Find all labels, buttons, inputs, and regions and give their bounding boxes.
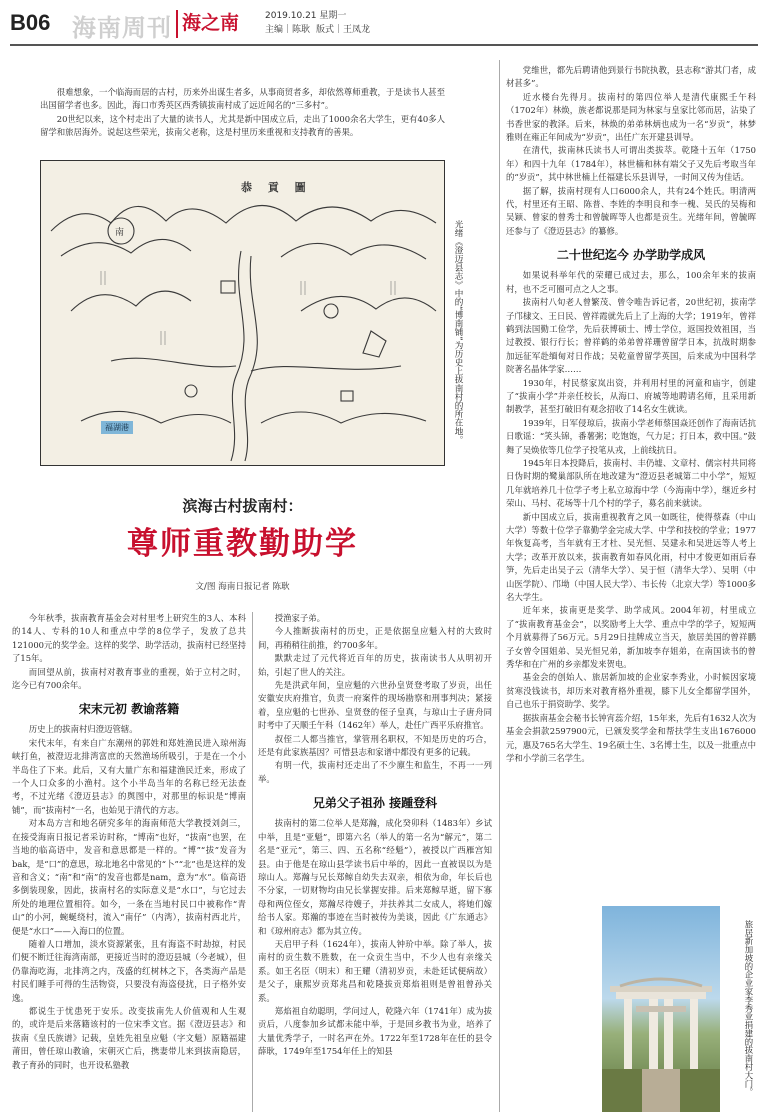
body-paragraph: 据拔南基金会秘书长钟宵蕊介绍，15年来，先后有1632人次为基金会捐款2597900元，已颁发奖学金和帮扶学生支出1676000元，惠及765名大学生、19名硕士生、3名博士生，以及一批重点中学和小学前三名学生。: [506, 712, 756, 763]
body-paragraph: 授渔家子弟。: [274, 613, 326, 623]
body-paragraph: 党维世，都先后聘请他到景行书院执教，县志称“游其门者，成材甚多”。: [506, 65, 756, 89]
subheading: 宋末元初 教谕落籍: [78, 702, 180, 717]
body-paragraph: 拔南村的第二位举人是郑瀚，成化癸卯科（1483年）乡试中举，且是“亚魁”，即第六名（举人的第一名为“解元”，第二名是“亚元”，第三、四、五名称“经魁”），被授以广西雁宫知县。由于他是在琼山县学读书后中举的，因此一直被误以为是琼山人。郑瀚与兄长郑鲸自幼失去双亲，相依为命，年长后也不分家，一切财物均由兄长掌握安排。后来郑鲸早逝，留下寡母和两位侄女，郑瀚尽待嫂子，并扶养其二女成人，将她们嫁给书人家。郑瀚的事迹在当时被传为美谈，因此《广东通志》和《琼州府志》都为其立传。: [258, 818, 492, 936]
article-title: 尊师重教勤助学: [127, 526, 358, 562]
body-paragraph: 1945年日本投降后，拔南村、丰仍墟、文章村、儒宗村共同将日伪时期的鹭巢部队所在地改建为“澄迈县老城第二中小学”，短短几年就培养几十位学子考上私立琼海中学（今海南中学），继近乡村荣山、马村、花场等十几个村的学子，募名前来就读。: [506, 457, 756, 509]
article-column-2: [258, 612, 492, 1112]
body-paragraph: 基金会的创始人、旅居新加坡的企业家李秀业，小时候因家境贫寒没钱读书，却历来对教育格外重视，膝下儿女全都留学国外，自己也乐于捐资助学、奖学。: [506, 672, 756, 710]
article-byline: 文/图 海南日报记者 陈耿: [195, 582, 290, 592]
editor-credit: 主编｜陈耿: [265, 25, 311, 35]
body-paragraph: 近年来，拔南更是奖学、助学成风。2004年初，村里成立了“拔南教育基金会”，以奖励考上大学、重点中学的学子，短短两个月就募得了56万元。5月29日挂牌成立当天，旅居美国的曾祥鹏子女曾令国姐弟、吴光恒兄弟，新加坡李存姐弟，在南国读书的曾秀华和在广州的乡亲都发来贺电。: [506, 605, 756, 670]
column-divider: [252, 612, 253, 1112]
subheading: 二十世纪迄今 办学助学成风: [556, 248, 706, 263]
body-paragraph: 而回望从前，拔南村对教育事业的重视，始于立村之时，迄今已有700余年。: [12, 666, 246, 691]
body-paragraph: 天启甲子科（1624年），拔南人钟玠中举。除了举人，拔南村的贡生数不胜数，在一众贡生当中，不少人也有亲缘关系。如王名臣（明末）和王耀（清初岁贡，未赴廷试便病故）是父子，康熙岁贡郑兆昌和乾隆拔贡郑焰祖则是曾祖曾孙关系。: [258, 938, 492, 1003]
map-caption: 光绪《澄迈县志》中的“博南铺”为历史上拔南村的所在地。: [453, 220, 463, 444]
body-paragraph: 对本岛方言和地名研究多年的海南师范大学教授刘剑三，在接受海南日报记者采访时称，“博南”也好，“拔南”也罢，在当地的临高语中，发音和意思都是一样的。“博”“拔”发音为bak，是“口”的意思，琼北地名中常见的“卜”“北”也是这样的发音和含义；“南”和“南”的发音也都是nam，意为“水”。临高语多倒装现象，因此，拔南村名的实际意义是“水口”，与它过去所处的地理位置相符。如今，一条在当地村民口中被称作“青山”的小河，蜿蜒绕村，流入“南仔”（内湾），拔南村西北片，便是“水口”——入海口的位置。: [12, 818, 246, 936]
page-header: [10, 6, 758, 44]
map-title-label: 恭 貢 圖: [241, 181, 312, 194]
issue-date: 2019.10.21 星期一: [265, 11, 347, 21]
intro-paragraph: 很难想象，一个临海而居的古村，历来外出谋生者多，从事商贸者多，却依然尊师重教，于是读书人甚至出国留学者也多。因此，海口市秀英区西秀镇拔南村成了远近闻名的“三多村”。: [40, 87, 445, 111]
body-paragraph: 新中国成立后，拔南重视教育之风一如既往，使得蔡森（中山大学）等数十位学子靠勤学金完成大学、中学和技校的学业；1977年恢复高考，当年就有王才杜、吴光恒、吴建永和吴进远等人考上大学；改革开放以来，拔南教育如春风化雨，村中才俊更如雨后春笋，先后走出吴子云（清华大学）、吴于恒（清华大学）、吴明（中山医学院）、邝坳（中国人民大学）、韦长传（北京大学）等1000多名大学生。: [506, 511, 756, 603]
gate-illustration: [602, 906, 720, 1112]
header-divider: [176, 10, 178, 38]
column-divider: [499, 60, 500, 1112]
intro-paragraph: 20世纪以来，这个村走出了大量的读书人，尤其是新中国成立后，走出了1000余名大学生，更有40多人留学和旅居海外。说起这些荣光，拔南父老称，这是村里历来重视和支持教育的善果。: [40, 113, 445, 138]
subheading: 兄弟父子祖孙 接踵登科: [312, 796, 438, 811]
body-paragraph: 1939年，日军侵琼后，拔南小学老师蔡国焱还创作了海南话抗日歌谣：“笑头锦，番薯粥；吃饱饱，气力足；打日本，救中国。”鼓舞了吴焕依等几位学子投笔从戎，上前线抗日。: [506, 417, 756, 455]
body-paragraph: 近水楼台先得月。拔南村的第四位举人是清代康熙壬午科（1702年）林焕，族老都说那是同为林家与皇家比邻而居，沾染了书香世家的教泽。后来，林焕的弟弟林炳也成为一名“岁贡”，林梦雅则在雍正年间成为“岁贡”，出任广东开建县训导。: [506, 91, 756, 143]
brand-logo: 海南周刊: [72, 14, 172, 42]
map-south-label: 南: [115, 228, 125, 238]
body-paragraph: 随着人口增加，淡水资源紧张，且有海盗不时劫掠，村民们便不断迁往海湾南部，更接近当时的澄迈县城（今老城），但仍靠海吃海，北排湾之内，茂盛的红树林之下，各类海产品是村民们睡手可得的生活物资，只要没有海盗侵扰，日子格外安逸。: [12, 938, 246, 1003]
photo-caption: 旅居新加坡的企业家李秀业捐建的拔南村大门。: [744, 920, 754, 1097]
body-paragraph: 历史上的拔南村归澄迈管辖。: [28, 724, 138, 735]
body-paragraph: 叔侄二人都当推官，掌管刑名职权，不知是历史的巧合，还是有此家族基因？可惜县志和家谱中都没有更多的记载。: [258, 733, 492, 758]
page-number: B06: [10, 10, 51, 35]
article-kicker: 滨海古村拔南村：: [182, 497, 303, 515]
body-paragraph: 拔南村八旬老人曾繁茂、曾令唯告诉记者，20世纪初，拔南学子邝棣文、王日民、曾祥霞就先后上了上海的大学；1919年，曾祥鹤到法国勤工俭学，先后获博硕士、博士学位，返国投效祖国，当过教授、银行行长；曾祥鹤的弟弟曾祥珊曾留学日本，抗战时期参加远征军赴缅甸对日作战；吴乾童曾留学英国，后来成为中国科学院著名晶体学家……: [506, 297, 756, 375]
body-paragraph: 今年秋季，拔南教育基金会对村里考上研究生的3人、本科的14人、专科的10人和重点中学的8位学子，发放了总共121000元的奖学金。这样的奖学、助学活动，拔南村已经坚持了15年。: [12, 613, 246, 664]
body-paragraph: 如果说科举年代的荣耀已成过去，那么，100余年来的拔南村，也不乏可圈可点之人之事。: [506, 270, 756, 294]
header-rule: [10, 44, 758, 46]
body-paragraph: 今人推断拔南村的历史，正是依据皇应魁入村的大致时间，再稍稍往前推，约700多年。: [258, 626, 492, 650]
body-paragraph: 有明一代，拔南村还走出了不少廪生和监生，不再一一列举。: [258, 760, 492, 784]
body-paragraph: 1930年，村民蔡家岚出资，并利用村里的河童和庙宇，创建了“拔南小学”并亲任校长，从海口、府城等地聘请名师，且采用新制教学，甚至打破旧有观念招收了14名女生就读。: [506, 377, 756, 415]
village-gate-photo: [602, 906, 720, 1112]
historic-map: [40, 160, 445, 466]
body-paragraph: 先是洪武年间，皇应魁的六世孙皇贤登考取了岁贡，出任安徽安庆府推官，负责一府案件的现场勘察和刑事判决；紧接着，皇应魁的七世孙、皇贤登的侄子皇真，与琼山士子唐舟同时考中了天顺壬午科（1462年）举人，赴任广西平乐府推官。: [258, 680, 492, 731]
section-name: 海之南: [182, 12, 240, 34]
body-paragraph: 在清代，拔南林氏读书人可谓出类拔萃。乾隆十五年（1750年）和四十九年（1784年），林世楠和林有端父子又先后考取当年的“岁贡”，其中林世楠上任福建长乐县训导，一时间又传为佳话。: [506, 145, 756, 183]
body-paragraph: 都说生于忧患死于安乐。改变拔南先人价值观和人生观的，或许是后来落籍该村的一位宋季文官。据《澄迈县志》和拔南《皇氏族谱》记载，皇姓先祖皇应魁（字文魁）原籍福建莆田，曾任琼山教谕，宋朝灭亡后，携妻带儿来到拔南隐居，教子育孙的同时，也开设私塾教: [12, 1005, 246, 1070]
body-paragraph: 郑焰祖自幼聪明，学问过人，乾隆六年（1741年）成为拔贡后，八度参加乡试都未能中举，于是回乡教书为业，培养了大量优秀学子，一时名声在外。1722年至1728年在任的县令薛耿，1749年至1754年任上的知县: [258, 1005, 492, 1057]
body-paragraph: 据了解，拔南村现有人口6000余人，共有24个姓氏。明清两代，村里还有王昭、陈普、李姓的李明良和李一槐、吴氏的吴梅和吴颖、曾家的曾秀士和曾毓晖等人也都是贡生。光绪年间，曾毓晖还参与了《澄迈县志》的纂修。: [506, 185, 756, 236]
body-paragraph: 默默走过了元代将近百年的历史，拔南读书人从明初开始，引起了世人的关注。: [258, 653, 492, 677]
map-highlight-label: 福湖港: [101, 421, 133, 434]
article-column-1: [12, 612, 246, 1112]
body-paragraph: 宋代末年，有来自广东潮州的郭姓和郑姓渔民进入琼州海峡打鱼，被澄迈北排湾富庶的天然渔场所吸引，于是在一个小半岛住了下来。此后，又有大量广东和福建渔民迁来，形成了一个人口众多的小渔村。这个小半岛当年的名称已经无法查考，不过光绪《澄迈县志》的舆图中，对那里的标识是“博南铺”，而“拔南村”一名，也始见于清代的方志。: [12, 737, 246, 815]
article-column-3: [506, 64, 756, 902]
intro-text: [40, 86, 445, 140]
layout-credit: 版式｜王凤龙: [316, 25, 371, 35]
header-meta: [265, 9, 376, 37]
